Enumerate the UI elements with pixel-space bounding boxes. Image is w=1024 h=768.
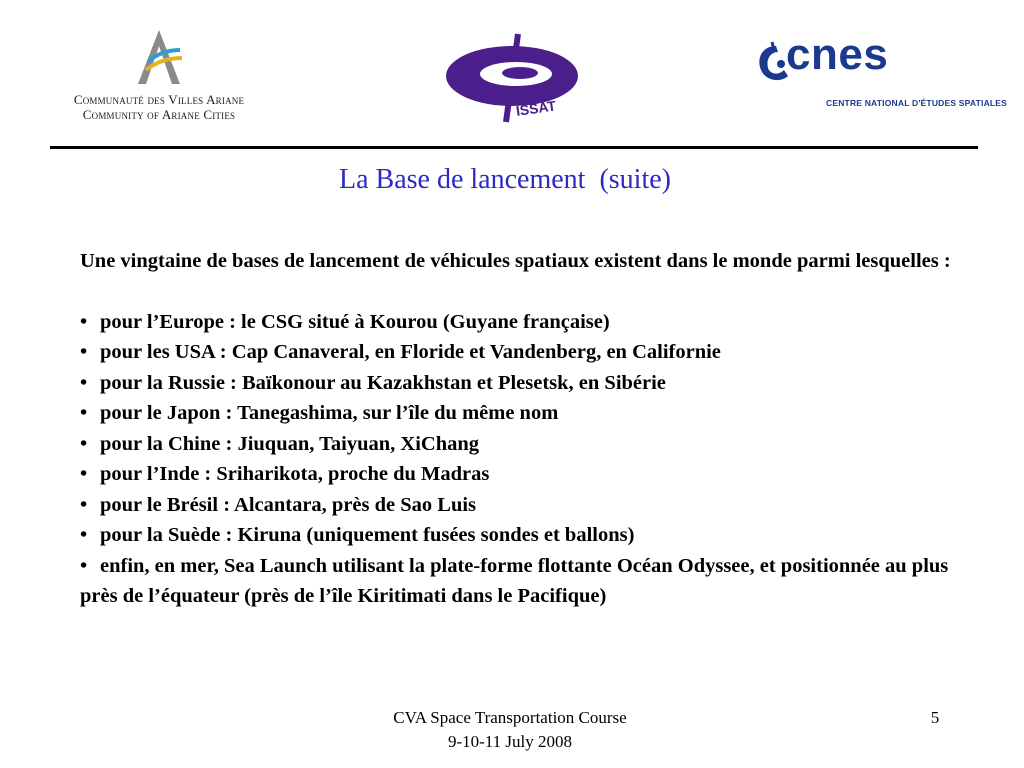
intro-paragraph: Une vingtaine de bases de lancement de véhicules spatiaux existent dans le monde parmi lesquelles :	[80, 250, 951, 272]
issat-logo-text: ISSAT	[514, 97, 557, 119]
cva-ariane-mark-icon	[124, 28, 194, 86]
bullet-list	[80, 307, 954, 612]
bullet-icon: •	[80, 402, 88, 424]
list-item: • pour le Japon : Tanegashima, sur l’île du même nom	[80, 398, 954, 429]
cnes-logo	[752, 30, 1008, 116]
list-item: • pour la Russie : Baïkonour au Kazakhstan et Plesetsk, en Sibérie	[80, 368, 954, 399]
list-item: • pour les USA : Cap Canaveral, en Floride et Vandenberg, en Californie	[80, 337, 954, 368]
cva-logo-text	[52, 92, 266, 122]
slide-title: La Base de lancement (suite)	[339, 164, 671, 195]
list-item: • pour l’Inde : Sriharikota, proche du Madras	[80, 459, 954, 490]
bullet-icon: •	[80, 493, 88, 516]
list-item: • pour le Brésil : Alcantara, près de Sao Luis	[80, 490, 954, 521]
list-item: • pour la Suède : Kiruna (uniquement fusées sondes et ballons)	[80, 520, 954, 551]
bullet-icon: •	[80, 371, 88, 394]
footer-course-title: CVA Space Transportation Course	[393, 708, 627, 727]
cnes-logo-subtitle: CENTRE NATIONAL D'ÉTUDES SPATIALES	[826, 98, 1008, 108]
cnes-logo-word: cnes	[786, 30, 889, 79]
bullet-icon: •	[80, 554, 88, 577]
cva-logo-line1: Communauté des Villes Ariane	[73, 92, 245, 107]
bullet-icon: •	[80, 463, 88, 485]
page-number: 5	[930, 708, 940, 727]
header-divider	[50, 146, 978, 149]
bullet-icon: •	[80, 524, 88, 546]
footer-course	[340, 706, 680, 754]
list-item: • enfin, en mer, Sea Launch utilisant la plate-forme flottante Océan Odyssee, et positionnée au plus près de l’équateur (près de l’île Kiritimati dans le Pacifique)	[80, 551, 954, 612]
list-item: • pour l’Europe : le CSG situé à Kourou (Guyane française)	[80, 307, 954, 338]
cva-logo	[52, 28, 266, 128]
issat-logo	[440, 32, 590, 129]
footer-course-date: 9-10-11 July 2008	[447, 732, 573, 751]
cva-logo-line2: Community of Ariane Cities	[82, 107, 236, 122]
bullet-icon: •	[80, 432, 88, 455]
bullet-icon: •	[80, 341, 88, 363]
slide-body	[80, 246, 954, 612]
bullet-icon: •	[80, 310, 88, 333]
issat-logo-graphic-icon	[440, 32, 590, 124]
list-item: • pour la Chine : Jiuquan, Taiyuan, XiChang	[80, 429, 954, 460]
